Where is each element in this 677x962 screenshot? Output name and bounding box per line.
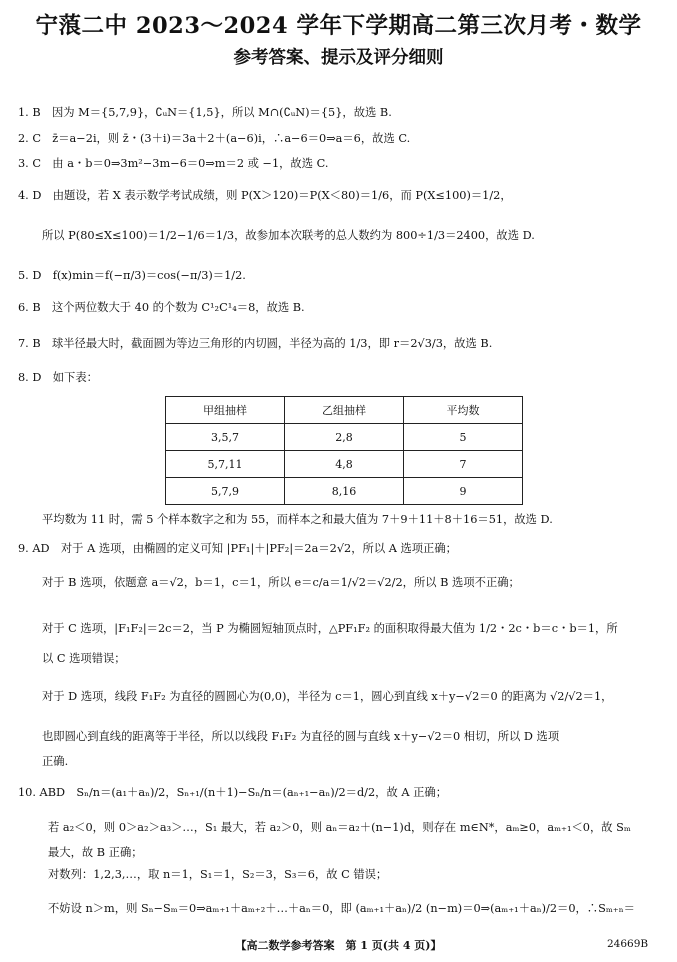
table-cell: 5,7,9 — [166, 478, 285, 505]
page-footer: 【高二数学参考答案 第 1 页(共 4 页)】 — [235, 939, 442, 952]
page-subtitle: 参考答案、提示及评分细则 — [233, 48, 444, 68]
answer-9-line-5: 对于 D 选项，线段 F₁F₂ 为直径的圆圆心为(0,0)，半径为 c＝1，圆心到直线 x＋y−√2＝0 的距离为 √2/√2＝1， — [42, 690, 613, 703]
answer-8-conclusion: 平均数为 11 时，需 5 个样本数字之和为 55，而样本之和最大值为 7＋9＋11＋8＋16＝51，故选 D. — [42, 513, 553, 526]
answer-4-line-2: 所以 P(80≤X≤100)＝1/2−1/6＝1/3，故参加本次联考的总人数约为 800÷1/3＝2400，故选 D. — [42, 229, 535, 242]
table-cell: 9 — [404, 478, 523, 505]
table-cell: 7 — [404, 451, 523, 478]
table-cell: 2,8 — [285, 424, 404, 451]
answer-9-line-2: 对于 B 选项，依题意 a＝√2，b＝1，c＝1，所以 e＝c/a＝1/√2＝√2/2，所以 B 选项不正确； — [42, 576, 520, 589]
table-row — [166, 451, 523, 478]
answer-4-line-1: 4. D 由题设，若 X 表示数学考试成绩，则 P(X＞120)＝P(X＜80)＝1/6，而 P(X≤100)＝1/2， — [18, 189, 512, 202]
table-header-row — [166, 397, 523, 424]
table-cell: 5,7,11 — [166, 451, 285, 478]
table-row — [166, 424, 523, 451]
answer-7: 7. B 球半径最大时，截面圆为等边三角形的内切圆，半径为高的 1/3，即 r＝2√3/3，故选 B. — [18, 337, 493, 350]
answer-3: 3. C 由 a・b＝0⇒3m²−3m−6＝0⇒m＝2 或 −1，故选 C. — [18, 157, 329, 170]
table-row — [166, 478, 523, 505]
document-code: 24669B — [607, 938, 649, 950]
answer-10-line-2: 若 a₂＜0，则 0＞a₂＞a₃＞…，S₁ 最大，若 a₂＞0，则 aₙ＝a₂＋(n−1)d，则存在 m∈N*，aₘ≥0，aₘ₊₁＜0，故 Sₘ — [48, 821, 631, 834]
answer-8-table — [165, 396, 523, 505]
table-cell: 4,8 — [285, 451, 404, 478]
answer-6: 6. B 这个两位数大于 40 的个数为 C¹₂C¹₄＝8，故选 B. — [18, 301, 305, 314]
table-cell: 8,16 — [285, 478, 404, 505]
page-title: 宁蒗二中 2023～2024 学年下学期高二第三次月考・数学 — [35, 13, 642, 39]
answer-5: 5. D f(x)min＝f(−π/3)＝cos(−π/3)＝1/2. — [18, 269, 246, 282]
answer-1: 1. B 因为 M＝{5,7,9}，∁ᵤN＝{1,5}，所以 M∩(∁ᵤN)＝{5}，故选 B. — [18, 106, 392, 119]
table-cell: 5 — [404, 424, 523, 451]
answer-10-line-4: 对数列：1,2,3,…，取 n＝1，S₁＝1，S₂＝3，S₃＝6，故 C 错误； — [48, 868, 388, 881]
answer-8: 8. D 如下表： — [18, 371, 98, 384]
answer-2: 2. C z̄＝a−2i，则 z̄・(3＋i)＝3a＋2＋(a−6)i，∴a−6＝0⇒a＝6，故选 C. — [18, 132, 411, 145]
table-header-cell: 平均数 — [404, 397, 523, 424]
table-header-cell: 乙组抽样 — [285, 397, 404, 424]
answer-9-line-6: 也即圆心到直线的距离等于半径，所以以线段 F₁F₂ 为直径的圆与直线 x＋y−√2＝0 相切，所以 D 选项 — [42, 730, 560, 743]
answer-10-line-5: 不妨设 n＞m，则 Sₙ−Sₘ＝0⇒aₘ₊₁＋aₘ₊₂＋…＋aₙ＝0，即 (aₘ₊₁＋aₙ)/2 (n−m)＝0⇒(aₘ₊₁＋aₙ)/2＝0，∴Sₘ₊ₙ＝ — [48, 902, 635, 915]
answer-9-line-1: 9. AD 对于 A 选项，由椭圆的定义可知 |PF₁|＋|PF₂|＝2a＝2√2，所以 A 选项正确； — [18, 542, 457, 555]
answer-10-line-3: 最大，故 B 正确； — [48, 846, 143, 859]
answer-9-line-3: 对于 C 选项，|F₁F₂|＝2c＝2，当 P 为椭圆短轴顶点时，△PF₁F₂ 的面积取得最大值为 1/2・2c・b＝c・b＝1，所 — [42, 622, 618, 635]
table-header-cell: 甲组抽样 — [166, 397, 285, 424]
answer-9-line-7: 正确. — [42, 755, 69, 768]
answer-9-line-4: 以 C 选项错误； — [42, 652, 126, 665]
table-cell: 3,5,7 — [166, 424, 285, 451]
answer-10-line-1: 10. ABD Sₙ/n＝(a₁＋aₙ)/2，Sₙ₊₁/(n＋1)−Sₙ/n＝(aₙ₊₁−aₙ)/2＝d/2，故 A 正确； — [18, 786, 447, 799]
